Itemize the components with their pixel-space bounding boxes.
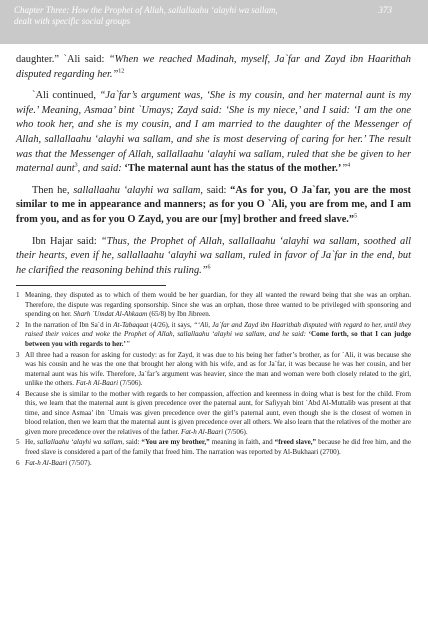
paragraph-text: `Ali continued,: [32, 90, 100, 102]
hadith-quote: “As for you, O Ja`far, you are the most similar to me in appearance and manners; as for you O `Ali, you are from me, and I am from you, and as for you O Zayd, you are our [my] brother and freed slave.”: [16, 184, 412, 225]
paragraph-text: said:: [203, 184, 231, 196]
footnote-4: [16, 390, 411, 437]
salutation: sallallaahu ‘alayhi wa sallam,: [73, 184, 204, 196]
page-header: [0, 0, 428, 44]
footnote-ref: 6: [207, 264, 211, 271]
footnote-text: In the narration of Ibn Sa`d in: [25, 321, 114, 330]
paragraph-text: Ibn Hajar said:: [32, 235, 101, 247]
source-title: Sharh `Umdat Al-Ahkaam: [73, 310, 148, 319]
footnote-text: (7/507).: [67, 458, 92, 467]
paragraph-2: [16, 89, 411, 177]
quotation: , and said:: [77, 163, 125, 175]
footnote-text: (65/8) by Ibn Jibreen.: [147, 310, 211, 319]
quotation: ”: [125, 339, 130, 348]
quotation: “Ja`far’s argument was, ‘She is my cousin, and her maternal aunt is my wife.’ Meaning, Asmaa’ bint `Umays; Zayd said: ‘She is my niece,’ and I said: ‘I am the one who took her, and she is my cousin, and I am married to the daughter of the Messenger of Allah, sallallaahu ‘alayhi wa sallam, and she is most deserving of caring for her.’ The result was that the Messenger of Allah, sallallaahu ‘alayhi wa sallam, ruled that she be given to her maternal aunt: [16, 90, 411, 175]
footnote-text: meaning in faith, and: [209, 438, 275, 447]
footnote-number: 4: [16, 389, 20, 398]
footnote-number: 6: [16, 458, 20, 467]
footnote-number: 2: [16, 321, 20, 330]
page-number: 373: [378, 5, 392, 15]
footnote-text: (7/506).: [118, 378, 143, 387]
footnote-3: [16, 351, 411, 389]
footnote-text: because he did free him, and the freed slave is considered a part of the family that freed him. The narration was reported by Al-Bukhaari (2700).: [25, 438, 411, 456]
footnote-divider: [16, 285, 166, 286]
footnote-text: said:: [124, 438, 142, 447]
paragraph-3: [16, 184, 411, 228]
paragraph-4: [16, 235, 411, 279]
source-title: At-Tabaqaat: [113, 321, 149, 330]
footnote-ref: 12: [118, 68, 125, 75]
source-title: Fat-h Al-Baari: [25, 458, 68, 467]
quotation: “Thus, the Prophet of Allah, sallallaahu ‘alayhi wa sallam, soothed all their hearts, even if he, sallallaahu ‘alayhi wa sallam, ruled in favor of Ja`far in the end, but he clarified the reasoning behind this ruling.”: [16, 235, 412, 276]
footnote-text: He,: [25, 438, 38, 447]
footnote-text: (4/26), it says,: [148, 321, 194, 330]
footnote-ref: 4: [347, 162, 351, 169]
footnote-ref: 3: [74, 162, 78, 169]
footnote-text: Because she is similar to the mother with regards to her compassion, affection and keenness in doing what is best for the child. From this, we learn that the maternal aunt is given precedence over the paternal aunt, for Safiyyah bint `Abd Al-Muttalib was present at that time, and since Asmaa’ ibn `Umais was given precedence over the girl’s paternal aunt, even though she is the closest of women in blood relation, then we learn that the maternal aunt is given precedence over all others. We also learn that the relatives of the mother are given more precedence over the relatives of the father.: [25, 389, 411, 436]
footnote-ref: 5: [354, 213, 358, 220]
footnote-number: 5: [16, 438, 20, 447]
salutation: sallallaahu ‘alayhi wa sallam,: [37, 438, 125, 447]
chapter-title: [14, 5, 344, 27]
quotation: “When we reached Madinah, myself, Ja`far and Zayd ibn Haarithah disputed regarding her.”: [16, 54, 411, 80]
footnote-text: All three had a reason for asking for custody: as for Zayd, it was due to his being her father’s brother, as for `Ali, it was because she was his cousin and he was the one that brought her along with his wife, and as for Ja`far, it was because he was her cousin, and her maternal aunt was his wife. Therefore, Ja`far’s argument was heavier, since the man and woman were both closely related to the girl, unlike the others.: [25, 350, 411, 387]
chapter-title-line-2: dealt with specific social groups: [14, 16, 131, 26]
hadith-quote: ‘Come forth, so that I can judge between you with regards to her.’: [25, 330, 412, 348]
footnote-text: (7/506).: [223, 427, 248, 436]
footnote-number: 1: [16, 291, 20, 300]
footnote-2: [16, 321, 411, 349]
paragraph-text: daughter.” `Ali said:: [16, 54, 109, 65]
footnote-1: [16, 291, 411, 319]
quotation: “‘Ali, Ja`far and Zayd ibn Haarithah disputed with regard to her, until they raised their voices and woke the Prophet of Allah, sallallaahu ‘alayhi wa sallam, and he said:: [25, 321, 412, 339]
footnote-text: Meaning, they disputed as to which of them would be her guardian, for they all wanted the reward being that she was an orphan. Therefore, the dispute was regarding sponsorship. Since she was an orphan, those three wanted to be privileged with sponsoring and spending on her.: [25, 291, 411, 319]
page-content: [16, 53, 411, 470]
paragraph-1: [16, 53, 411, 82]
source-title: Fat-h Al-Baari: [181, 427, 224, 436]
footnote-6: [16, 459, 411, 468]
paragraph-text: Then he,: [32, 184, 74, 196]
hadith-quote: “freed slave,”: [274, 438, 317, 447]
footnote-number: 3: [16, 350, 20, 359]
footnote-5: [16, 438, 411, 457]
hadith-quote: “You are my brother,”: [141, 438, 210, 447]
quotation: ”: [341, 163, 348, 175]
chapter-title-line-1: Chapter Three: How the Prophet of Allah, sallallaahu ‘alayhi wa sallam,: [14, 5, 278, 15]
source-title: Fat-h Al-Baari: [75, 378, 119, 387]
hadith-quote: ‘The maternal aunt has the status of the mother.’: [124, 163, 342, 175]
